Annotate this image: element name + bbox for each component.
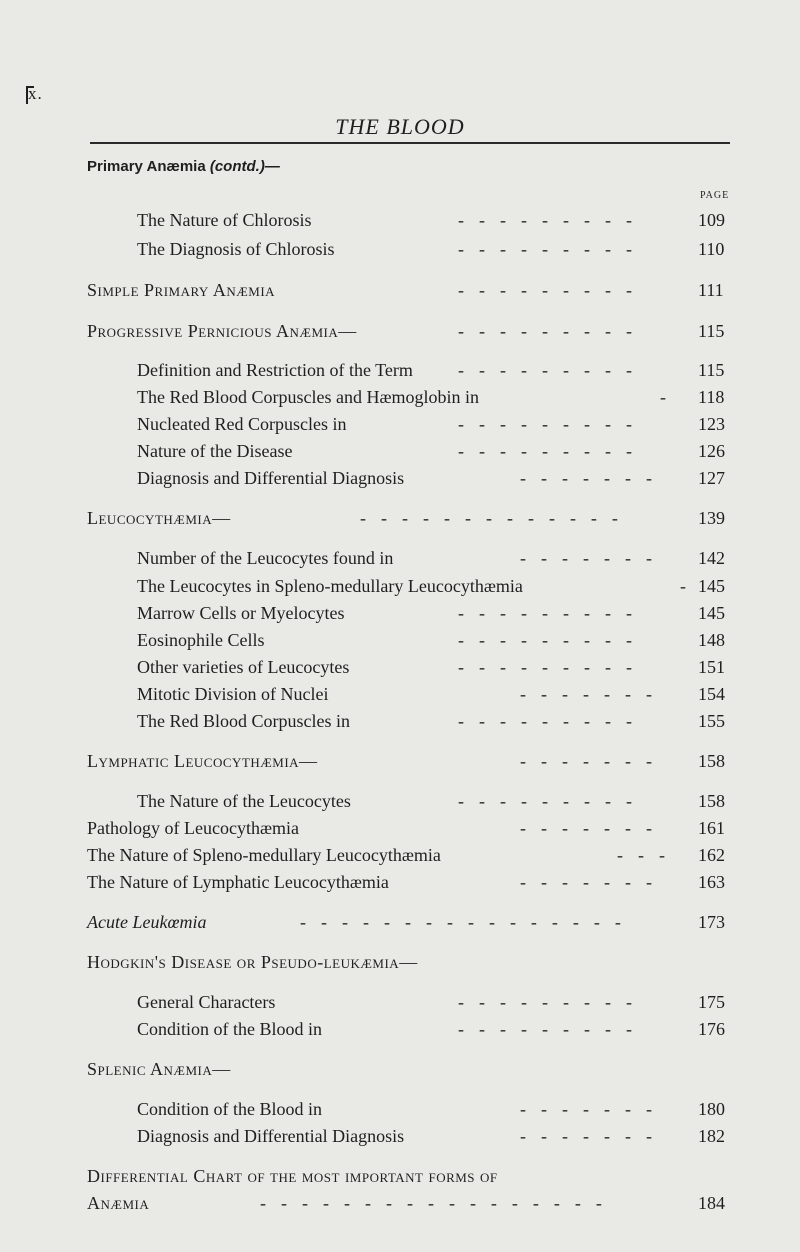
toc-entry: [0, 465, 800, 491]
leader-dashes: ---------: [458, 360, 647, 380]
toc-entry-title: The Red Blood Corpuscles and Hæmoglobin in: [137, 387, 479, 407]
toc-entry-page: 148: [698, 630, 725, 650]
toc-entry: [0, 1163, 800, 1189]
leader-dashes: -------------: [360, 508, 633, 528]
toc-entry: [0, 1190, 800, 1216]
toc-entry-title: Condition of the Blood in: [137, 1099, 323, 1119]
toc-entry: [0, 989, 800, 1015]
toc-entry-title: Hodgkin's Disease or Pseudo-leukæmia—: [87, 952, 418, 972]
toc-entry-title: The Red Blood Corpuscles in: [137, 711, 350, 731]
toc-entry-page: 151: [698, 657, 725, 677]
leader-dashes: ---------: [458, 1019, 647, 1039]
toc-entry-title: Nucleated Red Corpuscles in: [137, 414, 347, 434]
leader-dashes: ---------: [458, 414, 647, 434]
leader-dashes: ---------: [458, 321, 647, 341]
toc-entry-title: The Leucocytes in Spleno-medullary Leucocythæmia: [137, 576, 523, 596]
leader-dashes: ---------: [458, 711, 647, 731]
toc-entry-title: Nature of the Disease: [137, 441, 293, 461]
toc-entry: [0, 842, 800, 868]
toc-entry: [0, 681, 800, 707]
toc-entry-page: 123: [698, 414, 725, 434]
toc-entry-title: Marrow Cells or Myelocytes: [137, 603, 345, 623]
toc-entry: [0, 277, 800, 303]
toc-entry: [0, 505, 800, 531]
toc-entry: [0, 788, 800, 814]
toc-entry-page: 158: [698, 791, 725, 811]
page-column-label: PAGE: [700, 190, 730, 201]
toc-entry-title: The Nature of Spleno-medullary Leucocythæmia: [87, 845, 441, 865]
toc-entry: [0, 1096, 800, 1122]
toc-entry-page: 154: [698, 684, 725, 704]
leader-dashes: -------: [520, 1126, 667, 1146]
toc-entry-page: 158: [698, 751, 725, 771]
toc-entry-page: 175: [698, 992, 725, 1012]
toc-entry-page: 118: [698, 387, 725, 407]
page-folio: x.: [28, 84, 43, 103]
toc-entry-title: Condition of the Blood in: [137, 1019, 323, 1039]
toc-entry: [0, 236, 800, 262]
leader-dashes: -: [660, 387, 681, 407]
toc-entry: [0, 1016, 800, 1042]
toc-entry-page: 111: [698, 280, 724, 300]
toc-entry-page: 145: [698, 576, 725, 596]
toc-entry: [0, 815, 800, 841]
toc-entry: [0, 909, 800, 935]
toc-entry-page: 180: [698, 1099, 725, 1119]
toc-entry-page: 155: [698, 711, 725, 731]
toc-entry-title: The Nature of Lymphatic Leucocythæmia: [87, 872, 389, 892]
leader-dashes: -------: [520, 872, 667, 892]
toc-entry-page: 184: [698, 1193, 725, 1213]
toc-entry: [0, 1056, 800, 1082]
toc-entry: [0, 708, 800, 734]
toc-entry: [0, 1123, 800, 1149]
leader-dashes: -: [680, 576, 701, 596]
running-title: THE BLOOD: [335, 114, 465, 139]
toc-entry-page: 162: [698, 845, 725, 865]
toc-entry: [0, 654, 800, 680]
toc-entry-page: 115: [698, 321, 725, 341]
leader-dashes: -------: [520, 818, 667, 838]
leader-dashes: ---------: [458, 630, 647, 650]
leader-dashes: ---------: [458, 603, 647, 623]
leader-dashes: ---: [617, 845, 680, 865]
toc-entry-page: 110: [698, 239, 725, 259]
toc-entry-title: Other varieties of Leucocytes: [137, 657, 350, 677]
leader-dashes: ---------: [458, 657, 647, 677]
toc-entry: [0, 207, 800, 233]
leader-dashes: ---------: [458, 441, 647, 461]
toc-entry-title: Splenic Anæmia—: [87, 1059, 231, 1079]
leader-dashes: -----------------: [260, 1193, 617, 1213]
toc-entry-page: 109: [698, 210, 725, 230]
leader-dashes: ---------: [458, 280, 647, 300]
toc-entry-page: 173: [698, 912, 725, 932]
toc-entry-title: Anæmia: [87, 1193, 150, 1213]
toc-entry-page: 115: [698, 360, 725, 380]
toc-entry-page: 126: [698, 441, 725, 461]
toc-entry-title: Differential Chart of the most important forms of: [87, 1166, 498, 1186]
toc-entry: [0, 411, 800, 437]
toc-entry: [0, 627, 800, 653]
toc-entry-page: 163: [698, 872, 725, 892]
toc-entry: [0, 384, 800, 410]
leader-dashes: -------: [520, 751, 667, 771]
toc-entry-title: Number of the Leucocytes found in: [137, 548, 394, 568]
toc-entry-page: 127: [698, 468, 725, 488]
toc-entry: [0, 949, 800, 975]
leader-dashes: ---------: [458, 239, 647, 259]
leader-dashes: -------: [520, 684, 667, 704]
toc-entry-title: General Characters: [137, 992, 276, 1012]
toc-entry-page: 161: [698, 818, 725, 838]
toc-entry-page: 142: [698, 548, 725, 568]
toc-entry-title: The Diagnosis of Chlorosis: [137, 239, 335, 259]
toc-entry: [0, 545, 800, 571]
toc-entry-title: Acute Leukœmia: [87, 912, 207, 932]
toc-entry-title: The Nature of the Leucocytes: [137, 791, 351, 811]
toc-entry-title: Lymphatic Leucocythæmia—: [87, 751, 318, 771]
toc-entry: [0, 869, 800, 895]
toc-entry-title: Pathology of Leucocythæmia: [87, 818, 299, 838]
toc-entry-page: 182: [698, 1126, 725, 1146]
toc-entry: [0, 573, 800, 599]
toc-entry: [0, 438, 800, 464]
toc-entry-title: The Nature of Chlorosis: [137, 210, 312, 230]
toc-entry-title: Mitotic Division of Nuclei: [137, 684, 329, 704]
toc-entry-title: Leucocythæmia—: [87, 508, 231, 528]
leader-dashes: ----------------: [300, 912, 636, 932]
toc-entry: [0, 748, 800, 774]
toc-entry: [0, 318, 800, 344]
toc-entry-title: Diagnosis and Differential Diagnosis: [137, 468, 405, 488]
toc-entry-title: Diagnosis and Differential Diagnosis: [137, 1126, 405, 1146]
toc-entry-title: Eosinophile Cells: [137, 630, 265, 650]
toc-entry-page: 176: [698, 1019, 725, 1039]
toc-entry: [0, 600, 800, 626]
toc-entry-title: Progressive Pernicious Anæmia—: [87, 321, 357, 341]
toc-entry-title: Simple Primary Anæmia: [87, 280, 276, 300]
leader-dashes: ---------: [458, 791, 647, 811]
leader-dashes: -------: [520, 1099, 667, 1119]
leader-dashes: ---------: [458, 210, 647, 230]
leader-dashes: ---------: [458, 992, 647, 1012]
section-heading-text: Primary Anæmia: [87, 158, 206, 175]
toc-entry-title: Definition and Restriction of the Term: [137, 360, 413, 380]
toc-entry-page: 145: [698, 603, 725, 623]
section-heading-suffix: (contd.)—: [209, 158, 280, 175]
toc-entry-page: 139: [698, 508, 725, 528]
leader-dashes: -------: [520, 468, 667, 488]
toc-entry: [0, 357, 800, 383]
leader-dashes: -------: [520, 548, 667, 568]
